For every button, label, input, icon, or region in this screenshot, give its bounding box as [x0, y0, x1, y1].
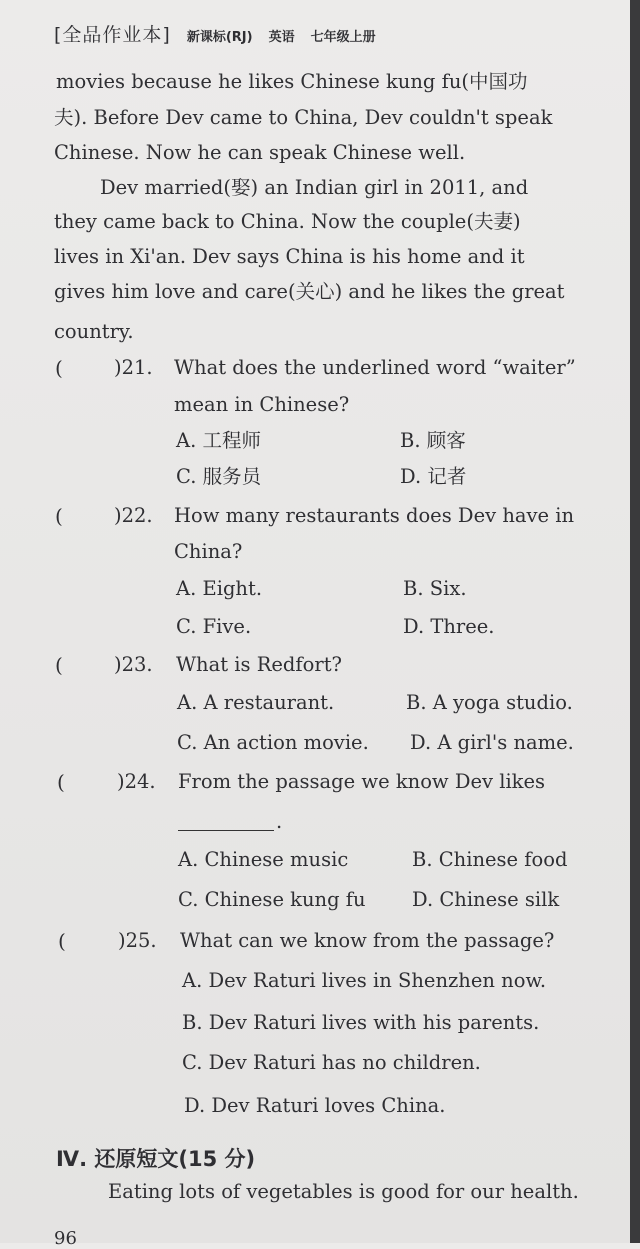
- passage-line: Chinese. Now he can speak Chinese well.: [54, 141, 466, 164]
- option-c: C. Dev Raturi has no children.: [182, 1051, 481, 1074]
- passage-line: movies because he likes Chinese kung fu(中国功: [56, 70, 528, 93]
- question-stem: What does the underlined word “waiter”: [174, 356, 576, 379]
- option-a: A. 工程师: [176, 429, 261, 452]
- option-c: C. Five.: [176, 615, 252, 638]
- option-d: D. 记者: [400, 465, 467, 488]
- passage-line: gives him love and care(关心) and he likes the great: [54, 280, 565, 303]
- option-d: D. Dev Raturi loves China.: [184, 1094, 446, 1117]
- option-d: D. Chinese silk: [412, 888, 560, 911]
- fill-blank: [178, 812, 274, 831]
- option-c: C. 服务员: [176, 465, 262, 488]
- page-edge: [630, 0, 640, 1243]
- option-b: B. 顾客: [400, 429, 466, 452]
- option-a: A. A restaurant.: [177, 691, 335, 714]
- option-b: B. Chinese food: [412, 848, 568, 871]
- question-stem: .: [276, 810, 283, 833]
- answer-paren: (: [57, 770, 65, 794]
- question-stem: From the passage we know Dev likes: [178, 770, 546, 793]
- answer-paren: (: [55, 504, 63, 528]
- question-number: )21.: [114, 356, 153, 379]
- question-stem: China?: [174, 540, 243, 563]
- passage-line: country.: [54, 320, 134, 343]
- option-b: B. Dev Raturi lives with his parents.: [182, 1011, 540, 1034]
- question-number: )23.: [114, 653, 153, 676]
- subject-label: 英语: [268, 30, 295, 45]
- question-stem: What is Redfort?: [176, 653, 342, 676]
- question-number: )25.: [118, 929, 157, 952]
- answer-paren: (: [55, 653, 63, 677]
- option-c: C. Chinese kung fu: [178, 888, 366, 911]
- answer-paren: (: [55, 356, 63, 380]
- edition-label: 新课标(RJ): [186, 30, 253, 45]
- page-header: [54, 20, 376, 47]
- passage-line: Dev married(娶) an Indian girl in 2011, and: [100, 176, 529, 199]
- grade-label: 七年级上册: [310, 30, 376, 45]
- section-first-line: Eating lots of vegetables is good for our health.: [108, 1180, 579, 1203]
- question-number: )24.: [117, 770, 156, 793]
- option-b: B. A yoga studio.: [406, 691, 573, 714]
- section-title: Ⅳ. 还原短文(15 分): [56, 1147, 256, 1171]
- brand-label: [全品作业本]: [54, 24, 171, 46]
- option-d: D. Three.: [403, 615, 495, 638]
- page-number: 96: [54, 1228, 77, 1249]
- question-stem: mean in Chinese?: [174, 393, 350, 416]
- question-number: )22.: [114, 504, 153, 527]
- question-stem: What can we know from the passage?: [180, 929, 555, 952]
- question-stem: How many restaurants does Dev have in: [174, 504, 575, 527]
- option-b: B. Six.: [403, 577, 467, 600]
- option-a: A. Chinese music: [178, 848, 349, 871]
- option-c: C. An action movie.: [177, 731, 369, 754]
- passage-line: they came back to China. Now the couple(夫妻): [54, 210, 521, 233]
- passage-line: 夫). Before Dev came to China, Dev couldn't speak: [54, 106, 553, 129]
- answer-paren: (: [58, 929, 66, 953]
- option-a: A. Eight.: [176, 577, 263, 600]
- passage-line: lives in Xi'an. Dev says China is his home and it: [54, 245, 525, 268]
- option-a: A. Dev Raturi lives in Shenzhen now.: [182, 969, 547, 992]
- option-d: D. A girl's name.: [410, 731, 574, 754]
